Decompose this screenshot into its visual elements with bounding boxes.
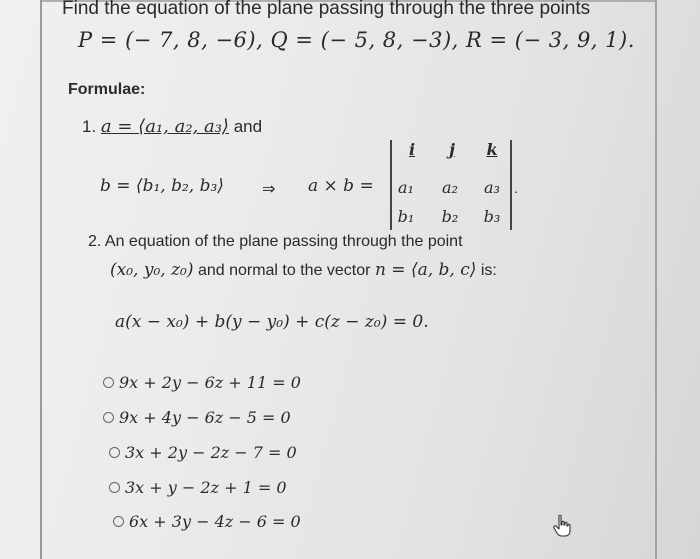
radio-button-icon[interactable] (109, 447, 120, 458)
answer-option-4-label: 3x + y − 2z + 1 = 0 (125, 477, 287, 497)
determinant-cell-b2: b₂ (441, 207, 459, 226)
determinant-trailing-period: . (514, 180, 518, 196)
implies-symbol: ⇒ (262, 179, 276, 198)
radio-button-icon[interactable] (103, 412, 114, 423)
page-right-border (655, 0, 657, 559)
formula-item-2-line1: 2. An equation of the plane passing through the point (88, 233, 463, 250)
answer-option-1-label: 9x + 2y − 6z + 11 = 0 (119, 372, 301, 392)
plane-equation-formula: a(x − x₀) + b(y − y₀) + c(z − z₀) = 0. (115, 312, 429, 332)
answer-option-2[interactable] (103, 405, 291, 429)
radio-button-icon[interactable] (103, 377, 114, 388)
cross-product-label: a × b = (308, 176, 374, 196)
formulae-heading: Formulae: (68, 81, 146, 98)
question-title: Find the equation of the plane passing through the three points (62, 0, 591, 19)
answer-option-1[interactable] (103, 370, 301, 394)
normal-vector: n = ⟨a, b, c⟩ (374, 260, 477, 280)
page-left-border (40, 0, 42, 559)
formula-item-1-number: 1. (82, 117, 97, 136)
answer-option-5-label: 6x + 3y − 4z − 6 = 0 (129, 511, 301, 531)
answer-option-3-label: 3x + 2y − 2z − 7 = 0 (125, 442, 297, 462)
radio-button-icon[interactable] (113, 516, 124, 527)
formula-item-1 (82, 116, 262, 137)
answer-option-4[interactable] (109, 475, 287, 499)
formula-item-2-is: is: (480, 262, 497, 279)
answer-option-3[interactable] (109, 440, 297, 464)
vector-a-definition: a = ⟨a₁, a₂, a₃⟩ (100, 116, 229, 137)
determinant-cell-i: i (408, 140, 416, 159)
formula-item-2-line2 (110, 260, 497, 280)
determinant-cell-a3: a₃ (484, 178, 500, 197)
formula-item-1-and: and (233, 117, 263, 136)
answer-option-2-label: 9x + 4y − 6z − 5 = 0 (119, 407, 291, 427)
determinant-cell-a2: a₂ (442, 178, 458, 197)
determinant-cell-k: k (486, 140, 498, 159)
answer-option-5[interactable] (113, 509, 301, 533)
formula-item-2-mid-text: and normal to the vector (197, 262, 371, 279)
point-tuple: (x₀, y₀, z₀) (110, 260, 194, 280)
determinant-cell-a1: a₁ (398, 178, 414, 197)
points-line: P = (− 7, 8, −6), Q = (− 5, 8, −3), R = (− 3, 9, 1). (78, 28, 635, 52)
determinant-cell-j: j (449, 140, 455, 159)
vector-b-definition: b = ⟨b₁, b₂, b₃⟩ (100, 176, 224, 196)
radio-button-icon[interactable] (109, 482, 120, 493)
hand-pointer-icon (551, 514, 573, 538)
determinant-cell-b3: b₃ (483, 207, 501, 226)
determinant-cell-b1: b₁ (397, 207, 415, 226)
